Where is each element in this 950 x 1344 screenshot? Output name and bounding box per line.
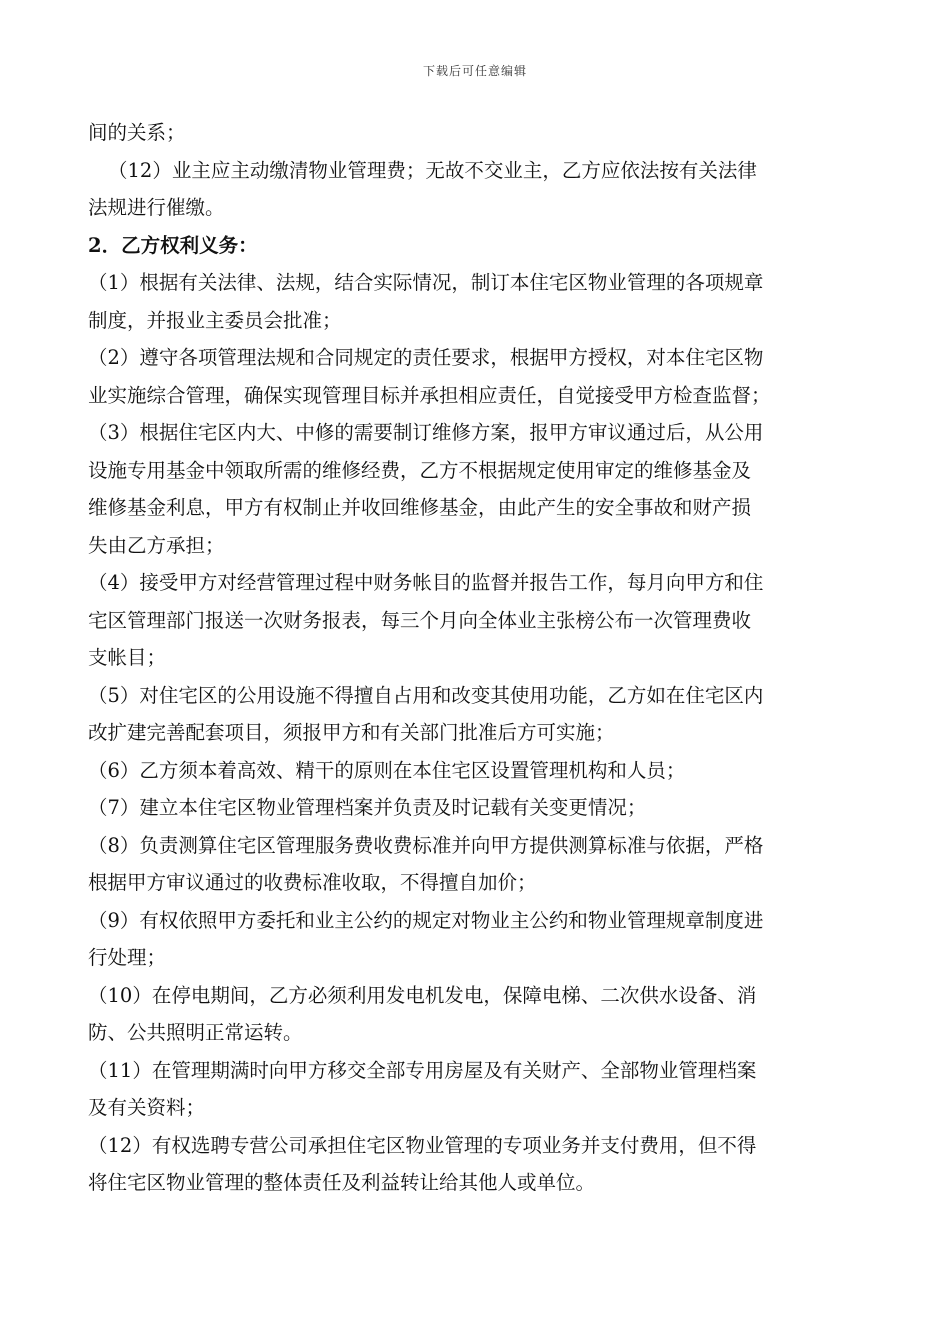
section-heading: 2．乙方权利义务： bbox=[88, 233, 258, 257]
text-line: 改扩建完善配套项目，须报甲方和有关部门批准后方可实施； bbox=[88, 721, 615, 744]
text-line: （1）根据有关法律、法规，结合实际情况，制订本住宅区物业管理的各项规章 bbox=[88, 271, 764, 294]
text-line: （4）接受甲方对经营管理过程中财务帐目的监督并报告工作，每月向甲方和住 bbox=[88, 571, 764, 594]
text-line: 防、公共照明正常运转。 bbox=[88, 1021, 303, 1044]
text-line: 间的关系； bbox=[88, 121, 186, 144]
text-line: 维修基金利息，甲方有权制止并收回维修基金，由此产生的安全事故和财产损 bbox=[88, 496, 752, 519]
text-line: （3）根据住宅区内大、中修的需要制订维修方案，报甲方审议通过后，从公用 bbox=[88, 421, 764, 444]
text-line: （8）负责测算住宅区管理服务费收费标准并向甲方提供测算标准与依据，严格 bbox=[88, 833, 764, 857]
text-line: （11）在管理期满时向甲方移交全部专用房屋及有关财产、全部物业管理档案 bbox=[88, 1058, 757, 1082]
text-line: （9）有权依照甲方委托和业主公约的规定对物业主公约和物业管理规章制度进 bbox=[88, 908, 764, 932]
text-line: 法规进行催缴。 bbox=[88, 196, 225, 219]
text-line: （10）在停电期间，乙方必须利用发电机发电，保障电梯、二次供水设备、消 bbox=[88, 983, 757, 1007]
document-body bbox=[88, 114, 860, 1202]
text-line: 将住宅区物业管理的整体责任及利益转让给其他人或单位。 bbox=[88, 1171, 596, 1194]
page-header: 下载后可任意编辑 bbox=[422, 64, 527, 78]
text-line: 制度，并报业主委员会批准； bbox=[88, 308, 342, 332]
text-line: 设施专用基金中领取所需的维修经费，乙方不根据规定使用审定的维修基金及 bbox=[88, 458, 752, 482]
text-line: 行处理； bbox=[88, 946, 167, 969]
text-line: （6）乙方须本着高效、精干的原则在本住宅区设置管理机构和人员； bbox=[88, 758, 686, 782]
text-line: 失由乙方承担； bbox=[88, 533, 225, 557]
text-line: （7）建立本住宅区物业管理档案并负责及时记载有关变更情况； bbox=[88, 796, 647, 819]
text-line: （12）有权选聘专营公司承担住宅区物业管理的专项业务并支付费用，但不得 bbox=[88, 1133, 757, 1157]
text-line: 根据甲方审议通过的收费标准收取，不得擅自加价； bbox=[88, 871, 537, 894]
text-line: 业实施综合管理，确保实现管理目标并承担相应责任，自觉接受甲方检查监督； bbox=[88, 383, 771, 407]
text-line: （2）遵守各项管理法规和合同规定的责任要求，根据甲方授权，对本住宅区物 bbox=[88, 346, 764, 369]
text-line: 及有关资料； bbox=[88, 1096, 206, 1119]
text-line: 宅区管理部门报送一次财务报表，每三个月向全体业主张榜公布一次管理费收 bbox=[88, 608, 752, 632]
text-line: （12）业主应主动缴清物业管理费；无故不交业主，乙方应依法按有关法律 bbox=[108, 158, 757, 182]
text-line: 支帐目； bbox=[88, 646, 167, 669]
text-line: （5）对住宅区的公用设施不得擅自占用和改变其使用功能，乙方如在住宅区内 bbox=[88, 683, 764, 707]
